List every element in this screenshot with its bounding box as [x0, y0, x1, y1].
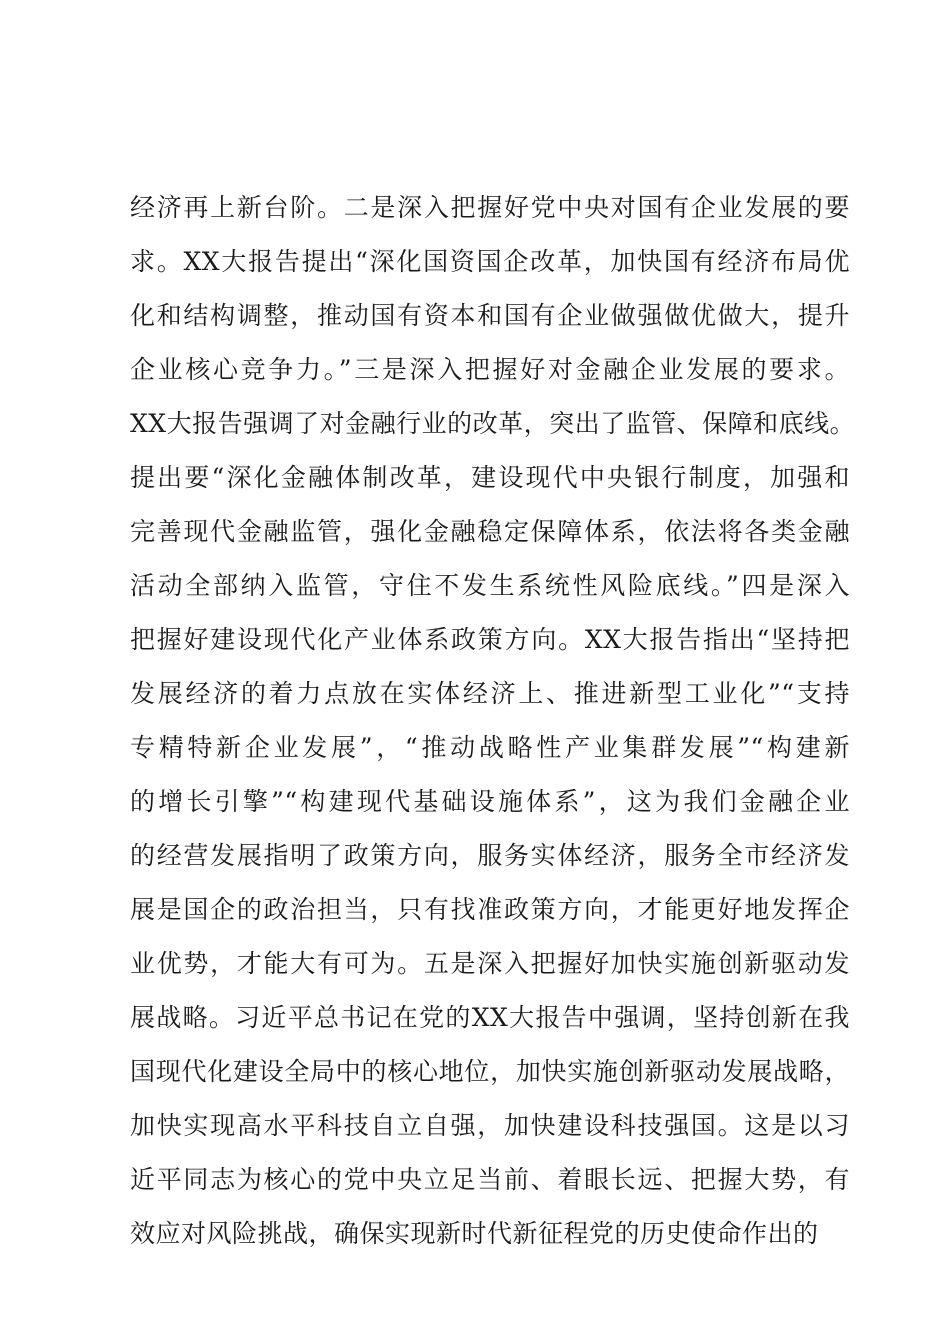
text-line: 展战略。习近平总书记在党的XX大报告中强调，坚持创新在我: [130, 1003, 850, 1032]
body-text: [130, 181, 856, 1261]
text-line: 的增长引擎”“构建现代基础设施体系”，这为我们金融企业: [130, 787, 850, 816]
text-line: 完善现代金融监管，强化金融稳定保障体系，依法将各类金融: [130, 517, 850, 546]
text-line: 效应对风险挑战，确保实现新时代新征程党的历史使命作出的: [130, 1219, 819, 1248]
text-line: XX大报告强调了对金融行业的改革，突出了监管、保障和底线。: [130, 409, 856, 438]
text-line: 活动全部纳入监管，守住不发生系统性风险底线。”四是深入: [130, 571, 850, 600]
text-line: 近平同志为核心的党中央立足当前、着眼长远、把握大势，有: [130, 1165, 850, 1194]
text-line: 展是国企的政治担当，只有找准政策方向，才能更好地发挥企: [130, 895, 850, 924]
text-line: 求。XX大报告提出“深化国资国企改革，加快国有经济布局优: [130, 247, 850, 276]
text-line: 的经营发展指明了政策方向，服务实体经济，服务全市经济发: [130, 841, 850, 870]
text-line: 加快实现高水平科技自立自强，加快建设科技强国。这是以习: [130, 1111, 850, 1140]
text-line: 企业核心竞争力。”三是深入把握好对金融企业发展的要求。: [130, 355, 850, 384]
text-line: 提出要“深化金融体制改革，建设现代中央银行制度，加强和: [130, 463, 850, 492]
text-line: 化和结构调整，推动国有资本和国有企业做强做优做大，提升: [130, 301, 850, 330]
text-line: 经济再上新台阶。二是深入把握好党中央对国有企业发展的要: [130, 193, 850, 222]
text-line: 把握好建设现代化产业体系政策方向。XX大报告指出“坚持把: [130, 625, 850, 654]
text-line: 业优势，才能大有可为。五是深入把握好加快实施创新驱动发: [130, 949, 850, 978]
text-line: 发展经济的着力点放在实体经济上、推进新型工业化”“支持: [130, 679, 850, 708]
text-line: 专精特新企业发展”，“推动战略性产业集群发展”“构建新: [130, 733, 850, 762]
text-line: 国现代化建设全局中的核心地位，加快实施创新驱动发展战略，: [130, 1057, 850, 1086]
